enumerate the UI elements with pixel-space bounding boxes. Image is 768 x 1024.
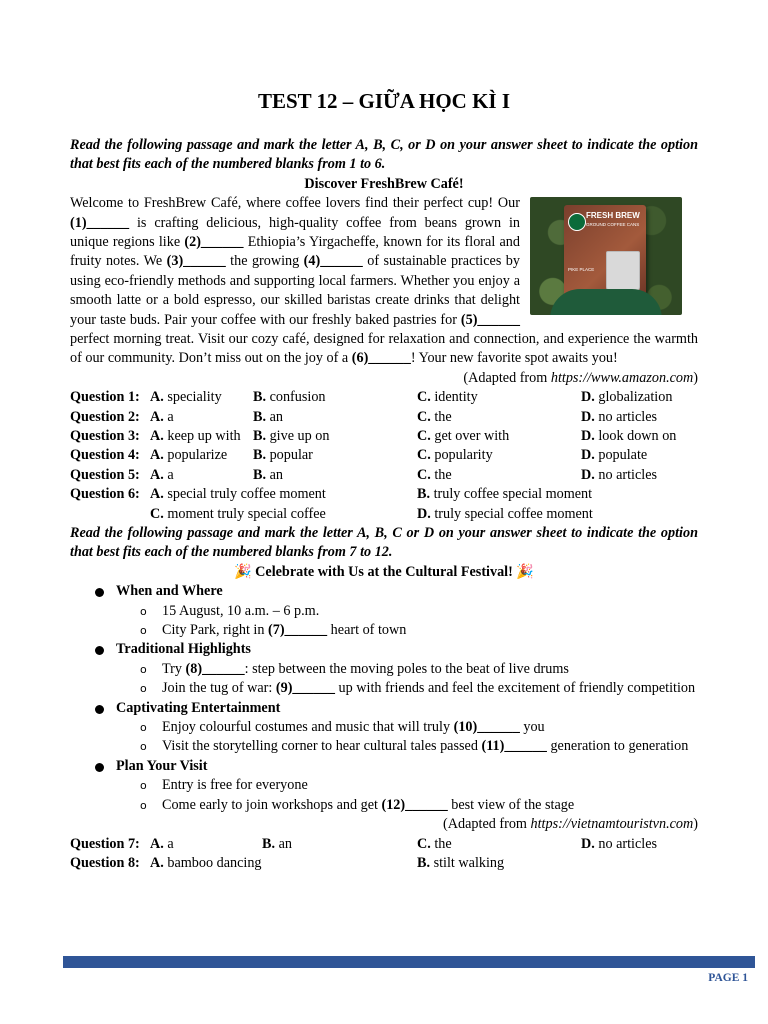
- document-page: [70, 84, 698, 873]
- blank-11: (11)______: [481, 738, 547, 755]
- question-8: Question 8: A. bamboo dancing B. stilt walking: [70, 854, 505, 871]
- page-title: TEST 12 – GIỮA HỌC KÌ I: [257, 89, 511, 113]
- source-1: (Adapted from https://www.amazon.com): [463, 369, 698, 386]
- question-3: Question 3: A. keep up with B. give up on C. get over with D. look down on: [70, 428, 677, 445]
- question-list-1: [70, 388, 698, 524]
- question-4: Question 4: A. popularize B. popular C. popularity D. populate: [70, 447, 648, 464]
- instruction-2: Read the following passage and mark the letter A, B, C or D on your answer sheet to indicate the option that best fits each of the numbered blanks from 7 to 12.: [70, 525, 698, 561]
- question-7: Question 7: A. a B. an C. the D. no articles: [70, 835, 658, 852]
- blank-5: (5)______: [460, 311, 520, 328]
- blank-3: (3)______: [166, 253, 226, 270]
- product-subtitle: GROUND COFFEE CANS: [586, 222, 640, 228]
- list-item: Plan Your Visit o Entry is free for everyone o Come early to join workshops and get (12)______ best view of the stage: [70, 757, 698, 815]
- blank-6: (6)______: [351, 350, 411, 367]
- product-brand: FRESH BREW: [586, 211, 640, 221]
- blank-10: (10)______: [453, 719, 520, 736]
- list-item: Captivating Entertainment o Enjoy colourful costumes and music that will truly (10)______ you o Visit the storytelling corner to hear cultural tales passed (11)______ generation to generation: [70, 699, 698, 757]
- instruction-1: Read the following passage and mark the letter A, B, C, or D on your answer sheet to indicate the option that best fits each of the numbered blanks from 1 to 6.: [70, 137, 698, 173]
- list-item: When and Where o 15 August, 10 a.m. – 6 p.m. o City Park, right in (7)______ heart of town: [70, 582, 698, 640]
- source-2: (Adapted from https://vietnamtouristvn.com): [443, 816, 698, 833]
- blank-2: (2)______: [184, 234, 244, 251]
- blank-12: (12)______: [381, 796, 448, 813]
- blank-4: (4)______: [303, 253, 363, 270]
- list-item: o Entry is free for everyone: [116, 776, 698, 795]
- page-number: PAGE 1: [708, 972, 748, 984]
- planter: [550, 289, 662, 315]
- list-item: o Join the tug of war: (9)______ up with friends and feel the excitement of friendly competition: [116, 679, 698, 698]
- list-item: o Enjoy colourful costumes and music that will truly (10)______ you: [116, 718, 698, 737]
- coffee-box: [564, 205, 646, 297]
- blank-9: (9)______: [275, 680, 335, 697]
- list-item: o Try (8)______: step between the moving poles to the beat of live drums: [116, 660, 698, 679]
- coffee-product-image: [530, 197, 682, 315]
- footer-bar: [63, 956, 755, 968]
- passage-title-2: 🎉 Celebrate with Us at the Cultural Festival! 🎉: [233, 563, 535, 580]
- question-2: Question 2: A. a B. an C. the D. no articles: [70, 408, 658, 425]
- question-1: Question 1: A. speciality B. confusion C. identity D. globalization: [70, 389, 673, 406]
- coffee-cup-icon: [606, 251, 640, 293]
- list-item: Traditional Highlights o Try (8)______: step between the moving poles to the beat of live drums o Join the tug of war: (9)______ up with friends and feel the excitement of friendly competition: [70, 640, 698, 698]
- blank-8: (8)______: [185, 660, 245, 677]
- blank-1: (1)______: [70, 214, 130, 231]
- blank-7: (7)______: [268, 622, 328, 639]
- question-5: Question 5: A. a B. an C. the D. no articles: [70, 466, 658, 483]
- list-item: o 15 August, 10 a.m. – 6 p.m.: [116, 602, 698, 621]
- product-label: PIKE PLACE: [568, 267, 595, 273]
- list-item: o Come early to join workshops and get (12)______ best view of the stage: [116, 796, 698, 815]
- question-6-row-2: C. moment truly special coffee D. truly special coffee moment: [150, 505, 593, 522]
- passage-1: FRESH BREW GROUND COFFEE CANS PIKE PLACE Welcome to FreshBrew Café, where coffee lovers find their perfect cup! Our (1)______ is crafting delicious, high-quality coffee from beans grown in unique regions like (2)______ Ethiopia’s Yirgacheffe, known for its floral and fruity notes. We (3)______ the growing (4)______ of sustainable practices by using eco-friendly methods and supporting local farmers. Whether you enjoy a smooth latte or a bold espresso, our skilled baristas create drinks that delight your taste buds. Pair your coffee with our freshly baked pastries for (5)______ perfect morning treat. Visit our cozy café, designed for relaxation and connection, and experience the warmth of our community. Don’t miss out on the joy of a (6)______! Your new favorite spot awaits you!: [70, 195, 698, 367]
- festival-list: [70, 582, 698, 815]
- list-item: o Visit the storytelling corner to hear cultural tales passed (11)______ generation to generation: [116, 737, 698, 756]
- list-item: o City Park, right in (7)______ heart of town: [116, 621, 698, 640]
- starbucks-logo-icon: [568, 213, 586, 231]
- passage-title-1: Discover FreshBrew Café!: [304, 175, 464, 192]
- question-6: Question 6: A. special truly coffee moment B. truly coffee special moment: [70, 486, 593, 503]
